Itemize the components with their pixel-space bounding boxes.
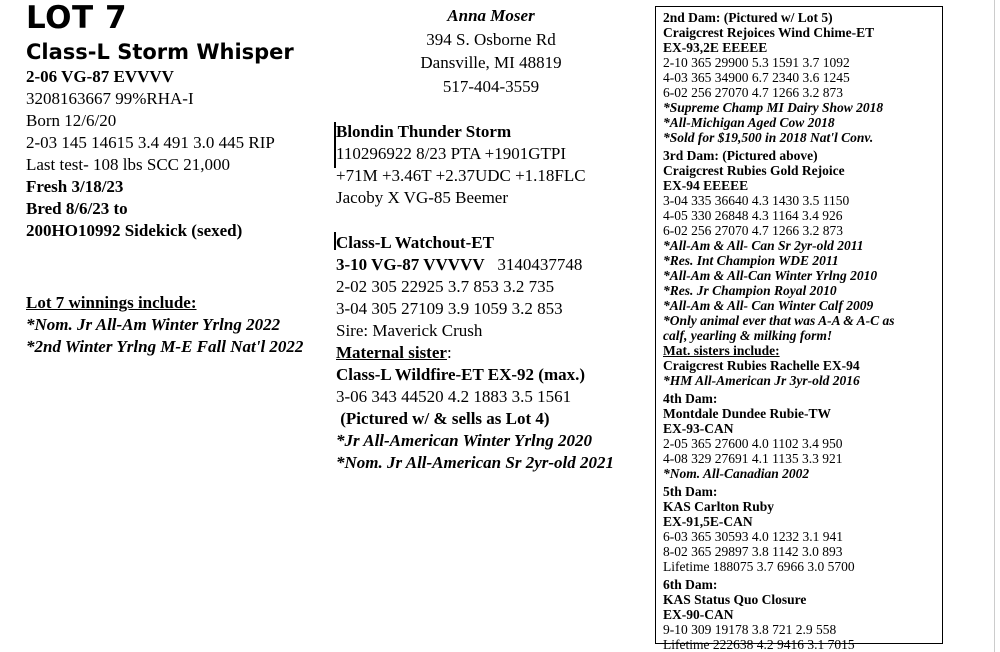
consignor-city: Dansville, MI 48819 — [420, 53, 562, 72]
dam5-record: Lifetime 188075 3.7 6966 3.0 5700 — [663, 559, 855, 574]
dam4-title: 4th Dam: — [663, 391, 718, 406]
lot-heading: LOT 7 — [26, 0, 128, 36]
dam6-name: KAS Status Quo Closure — [663, 592, 807, 607]
pedigree-box — [655, 6, 943, 652]
dam3-record: 4-05 330 26848 4.3 1164 3.4 926 — [663, 208, 843, 223]
dam5-name: KAS Carlton Ruby — [663, 499, 775, 514]
dam-reg: 3140437748 — [497, 255, 583, 274]
dam4-name: Montdale Dundee Rubie-TW — [663, 406, 832, 421]
maternal-sister-award: *Nom. Jr All-American Sr 2yr-old 2021 — [336, 453, 614, 472]
dam6-class: EX-90-CAN — [663, 607, 734, 622]
classification: 2-06 VG-87 EVVVV — [26, 67, 174, 86]
dam3-award: *All-Am & All-Can Winter Yrlng 2010 — [663, 268, 878, 283]
fresh-date: Fresh 3/18/23 — [26, 177, 124, 196]
maternal-sister-colon: : — [446, 343, 452, 362]
dam3-title: 3rd Dam: (Pictured above) — [663, 148, 818, 163]
maternal-sister-title: Maternal sister — [336, 343, 447, 362]
consignor-name: Anna Moser — [447, 6, 535, 25]
dam3-record: 6-02 256 27070 4.7 1266 3.2 873 — [663, 223, 843, 238]
dam4-record: 2-05 365 27600 4.0 1102 3.4 950 — [663, 436, 843, 451]
dam3-award: *Res. Int Champion WDE 2011 — [663, 253, 839, 268]
dam2-class: EX-93,2E EEEEE — [663, 40, 768, 55]
consignor-phone: 517-404-3559 — [442, 76, 540, 96]
dam2-award: *Sold for $19,500 in 2018 Nat'l Conv. — [663, 130, 874, 145]
mat-sisters-title: Mat. sisters include: — [663, 343, 780, 358]
dam3-award: *All-Am & All- Can Winter Calf 2009 — [663, 298, 874, 313]
dam3-record: 3-04 335 36640 4.3 1430 3.5 1150 — [663, 193, 850, 208]
dam3-award: *Res. Jr Champion Royal 2010 — [663, 283, 837, 298]
dam3-award: *Only animal ever that was A-A & A-C as — [663, 313, 895, 328]
maternal-sister-note: (Pictured w/ & sells as Lot 4) — [336, 409, 550, 428]
winnings-title: Lot 7 winnings include: — [26, 293, 197, 312]
registration: 3208163667 99%RHA-I — [26, 89, 194, 108]
dam3-name: Craigcrest Rubies Gold Rejoice — [663, 163, 845, 178]
winnings-item: *2nd Winter Yrlng M-E Fall Nat'l 2022 — [26, 337, 304, 356]
dam-class: 3-10 VG-87 VVVVV — [336, 255, 485, 274]
dam4-record: 4-08 329 27691 4.1 1135 3.3 921 — [663, 451, 843, 466]
production-record: 2-03 145 14615 3.4 491 3.0 445 RIP — [26, 133, 275, 152]
dam2-title: 2nd Dam: (Pictured w/ Lot 5) — [663, 10, 833, 25]
mat-sister-name: Craigcrest Rubies Rachelle EX-94 — [663, 358, 860, 373]
dam5-title: 5th Dam: — [663, 484, 718, 499]
maternal-sister-name: Class-L Wildfire-ET EX-92 (max.) — [336, 365, 586, 384]
winnings-item: *Nom. Jr All-Am Winter Yrlng 2022 — [26, 315, 281, 334]
maternal-sister-award: *Jr All-American Winter Yrlng 2020 — [336, 431, 592, 450]
dam2-record: 4-03 365 34900 6.7 2340 3.6 1245 — [663, 70, 850, 85]
dam-sire: Sire: Maverick Crush — [336, 321, 483, 340]
dam6-record: 9-10 309 19178 3.8 721 2.9 558 — [663, 622, 837, 637]
dam2-record: 6-02 256 27070 4.7 1266 3.2 873 — [663, 85, 843, 100]
pedigree-column — [336, 0, 656, 474]
dam4-award: *Nom. All-Canadian 2002 — [663, 466, 810, 481]
sire-info: +71M +3.46T +2.37UDC +1.18FLC — [336, 166, 586, 185]
dam3-award: *All-Am & All- Can Sr 2yr-old 2011 — [663, 238, 864, 253]
birth-date: Born 12/6/20 — [26, 111, 117, 130]
dam-name: Class-L Watchout-ET — [336, 233, 494, 252]
dam2-name: Craigcrest Rejoices Wind Chime-ET — [663, 25, 875, 40]
animal-name: Class-L Storm Whisper — [26, 40, 294, 64]
dam5-class: EX-91,5E-CAN — [663, 514, 753, 529]
lot-info — [26, 0, 346, 358]
mat-sister-award: *HM All-American Jr 3yr-old 2016 — [663, 373, 860, 388]
dam-record: 3-04 305 27109 3.9 1059 3.2 853 — [336, 299, 563, 318]
dam-record: 2-02 305 22925 3.7 853 3.2 735 — [336, 277, 555, 296]
dam5-record: 6-03 365 30593 4.0 1232 3.1 941 — [663, 529, 843, 544]
bred-date: Bred 8/6/23 to — [26, 199, 128, 218]
dam2-award: *Supreme Champ MI Dairy Show 2018 — [663, 100, 884, 115]
dam5-record: 8-02 365 29897 3.8 1142 3.0 893 — [663, 544, 843, 559]
dam6-title: 6th Dam: — [663, 577, 718, 592]
dam3-class: EX-94 EEEEE — [663, 178, 749, 193]
maternal-sister-record: 3-06 343 44520 4.2 1883 3.5 1561 — [336, 387, 572, 406]
dam4-class: EX-93-CAN — [663, 421, 734, 436]
sire-info: 110296922 8/23 PTA +1901GTPI — [336, 144, 567, 163]
dam3-award: calf, yearling & milking form! — [663, 328, 833, 343]
sire-info: Jacoby X VG-85 Beemer — [336, 188, 509, 207]
last-test: Last test- 108 lbs SCC 21,000 — [26, 155, 231, 174]
bred-bull: 200HO10992 Sidekick (sexed) — [26, 221, 243, 240]
dam-class-row — [336, 254, 656, 276]
dam6-record: Lifetime 222638 4.2 9416 3.1 7015 — [663, 637, 855, 652]
sire-name: Blondin Thunder Storm — [336, 122, 512, 141]
dam2-award: *All-Michigan Aged Cow 2018 — [663, 115, 835, 130]
page-edge-divider — [994, 0, 995, 652]
consignor-address: 394 S. Osborne Rd — [426, 29, 556, 49]
dam2-record: 2-10 365 29900 5.3 1591 3.7 1092 — [663, 55, 850, 70]
maternal-sister-heading — [336, 342, 656, 364]
